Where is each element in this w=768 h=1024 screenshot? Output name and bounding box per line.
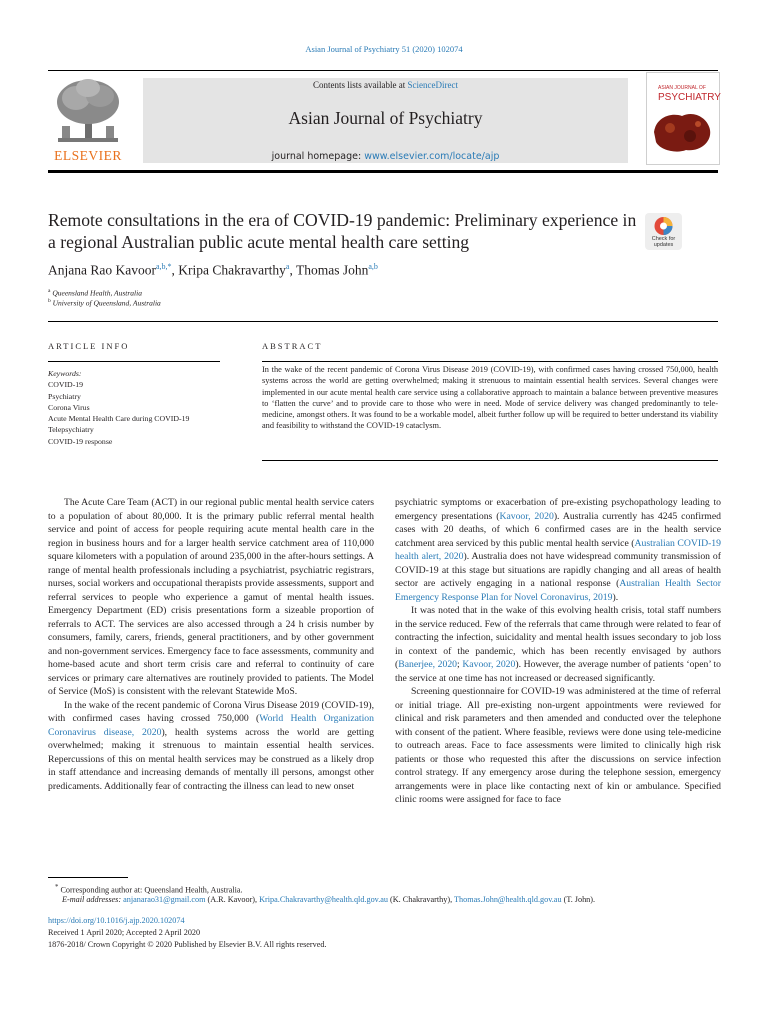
info-rule bbox=[48, 361, 220, 362]
journal-homepage bbox=[143, 151, 628, 162]
citation-link[interactable]: Kavoor, 2020 bbox=[462, 659, 516, 670]
homepage-prefix: journal homepage: bbox=[271, 151, 365, 162]
citation-link[interactable]: Banerjee, 2020 bbox=[398, 659, 458, 670]
author-affil-sup[interactable]: a,b bbox=[368, 262, 378, 271]
elsevier-tree-logo bbox=[48, 76, 128, 148]
body-column-left bbox=[48, 496, 374, 793]
cover-title-big: PSYCHIATRY bbox=[658, 92, 721, 103]
keyword: COVID-19 bbox=[48, 380, 84, 390]
abstract-rule bbox=[262, 361, 718, 362]
received-dates: Received 1 April 2020; Accepted 2 April 2020 bbox=[48, 928, 201, 937]
body-paragraph: It was noted that in the wake of this evolving health crisis, total staff numbers in the service reduced. Few of the referrals that came through were related to fear of contracting the infection, suicidality and mental health issues secondary to job loss in context of the pandemic, which has been recently envisaged by authors (Banerjee, 2020; Kavoor, 2020). However, the average number of patients ‘open’ to the service at one time has not increased or decreased significantly. bbox=[395, 605, 721, 684]
citation-link[interactable]: World Health Organization Coronavirus disease, 2020 bbox=[48, 713, 374, 738]
affiliation-text: Queensland Health, Australia bbox=[52, 288, 142, 298]
abstract-bottom-rule bbox=[262, 460, 718, 461]
cover-title-small: ASIAN JOURNAL OF bbox=[658, 85, 706, 91]
author-affil-sup[interactable]: a,b,* bbox=[155, 262, 172, 271]
author-name: Anjana Rao Kavoor bbox=[48, 262, 156, 278]
citation-link[interactable]: Australian Health Sector Emergency Response Plan for Novel Coronavirus, 2019 bbox=[395, 578, 721, 603]
keywords-block bbox=[48, 368, 238, 447]
homepage-link[interactable]: www.elsevier.com/locate/ajp bbox=[364, 151, 500, 162]
contents-prefix: Contents lists available at bbox=[313, 80, 408, 90]
contents-line bbox=[143, 80, 628, 90]
email-link[interactable]: Thomas.John@health.qld.gov.au bbox=[454, 895, 562, 904]
article-info-heading: ARTICLE INFO bbox=[48, 341, 130, 351]
footnote-rule bbox=[48, 877, 128, 878]
affiliation-text: University of Queensland, Australia bbox=[52, 298, 161, 308]
keyword: Psychiatry bbox=[48, 391, 81, 401]
citation-link[interactable]: Kavoor, 2020 bbox=[499, 510, 554, 522]
keyword: Corona Virus bbox=[48, 402, 90, 412]
body-column-right bbox=[395, 496, 721, 807]
keyword: Telepsychiatry bbox=[48, 425, 94, 435]
affiliation bbox=[48, 298, 161, 308]
keywords-label: Keywords: bbox=[48, 369, 82, 378]
elsevier-wordmark: ELSEVIER bbox=[54, 148, 122, 163]
author-list: Anjana Rao Kavoor$^{a,b,*}$, Kripa Chakravarthy$^a$, Thomas John$^{a,b}$ bbox=[48, 262, 378, 278]
citation-link[interactable]: Australian COVID-19 health alert, 2020 bbox=[395, 537, 721, 562]
header-top-rule bbox=[48, 70, 718, 71]
author-name: Thomas John bbox=[295, 262, 369, 278]
body-paragraph: psychiatric symptoms or exacerbation of pre-existing psychopathology leading to emergency presentations (Kavoor, 2020). Australia currently has 4245 confirmed cases with 20 deaths, of which 6 confirmed cases are in the health service catchment area serviced by this public mental health service (Australian COVID-19 health alert, 2020). Australia does not have widespread community transmission of COVID-19 at this stage but situations are rapidly changing and all areas of health sector are actively engaging in a national response (Australian Health Sector Emergency Response Plan for Novel Coronavirus, 2019). bbox=[395, 497, 721, 603]
email-addresses: E-mail addresses: anjanarao31@gmail.com (A.R. Kavoor), Kripa.Chakravarthy@health.qld.gov.au (K. Chakravarthy), Thomas.John@health.qld.gov.au (T. John). bbox=[62, 895, 596, 904]
email-link[interactable]: Kripa.Chakravarthy@health.qld.gov.au bbox=[259, 895, 388, 904]
affiliation bbox=[48, 288, 142, 298]
header-bottom-rule bbox=[48, 170, 718, 173]
abstract-text: In the wake of the recent pandemic of Corona Virus Disease 2019 (COVID-19), with confirmed cases having crossed 750,000, health systems across the world are getting overwhelmed; making it strenuous to maintain essential health services. Several changes were implemented in our acute mental health care service using a collaborative approach to maintain a balance between preventive measures to ‘flatten the curve’ and to provide care to those who were in need. Mode of service delivery was changed predominantly to tele-medicine, amongst others. It was found to be a workable model, albeit further follow up will be required to better understand its viability and feasibility to withstand the COVID-19 cataclysm. bbox=[262, 365, 718, 431]
copyright: 1876-2018/ Crown Copyright © 2020 Published by Elsevier B.V. All rights reserved. bbox=[48, 940, 327, 949]
email-link[interactable]: anjanarao31@gmail.com bbox=[123, 895, 206, 904]
section-rule bbox=[48, 321, 718, 322]
affiliation-marker: a bbox=[48, 288, 51, 294]
keyword: Acute Mental Health Care during COVID-19 bbox=[48, 414, 190, 424]
corresponding-note: * Corresponding author at: Queensland Health, Australia. bbox=[55, 884, 243, 895]
cover-title bbox=[658, 84, 721, 103]
article-title: Remote consultations in the era of COVID-19 pandemic: Preliminary experience in a regional Australian public acute mental health care setting bbox=[48, 210, 637, 252]
check-updates-label: Check for updates bbox=[651, 236, 676, 248]
doi-link[interactable]: https://doi.org/10.1016/j.ajp.2020.102074 bbox=[48, 916, 185, 925]
body-paragraph: Screening questionnaire for COVID-19 was administered at the time of referral or initial triage. All pre-existing non-urgent appointments were reviewed for clinical and risk parameters and then amended and conducted over the telephone with consent of the patient. Where feasible, reviews were done using tele-medicine to outreach areas. Face to face assessments were limited to clinically high risk patients or those who requested this after the discussions on service infection control strategy. If any emergency arose during the telephone session, emergency arrangements were in place like contacting next of kin or ambulance. Specified clinic rooms were assigned for face to face bbox=[395, 686, 721, 805]
sciencedirect-link[interactable]: ScienceDirect bbox=[407, 80, 458, 90]
check-updates-icon bbox=[645, 214, 682, 238]
abstract-heading: ABSTRACT bbox=[262, 341, 323, 351]
cover-image bbox=[650, 108, 714, 156]
body-paragraph: In the wake of the recent pandemic of Corona Virus Disease 2019 (COVID-19), with confirmed cases having crossed 750,000 (World Health Organization Coronavirus disease, 2020), health systems across the world are getting overwhelmed; making it strenuous to maintain essential health services. Repercussions of this on mental health services may be construed as a likely drop in staff attendance and increasing demands of mentally ill persons, amongst other predicaments. Additionally fear of contracting the illness can lead to new onset bbox=[48, 699, 374, 792]
author-name: Kripa Chakravarthy bbox=[178, 262, 286, 278]
author-affil-sup[interactable]: a bbox=[285, 262, 290, 271]
body-paragraph: The Acute Care Team (ACT) in our regional public mental health service caters to a population of about 80,000. It is the primary public referral mental health service and point of access for people requiring acute mental health care in the region in business hours and for a larger health service catchment area of 110,000 square kilometers with a population of around 235,000 in the after-hours settings. A range of mental health professionals including a psychiatrist, psychiatric registrars, nurses, social workers and occupational therapists provide assessments, support and referral services to people who experience a gamut of mental health issues. Emergency Department (ED) crisis presentations form a sizeable proportion of referrals to ACT. The services are also accessed through a 24 h crisis number by consumers, family, carers, friends, general practitioners, and by other government and non-government services. Emergency face to face assessments, community and home-based acute and short term crisis care and referral to continuity of care services or primary care alternatives are routinely provided to patients. The Model of Service (MoS) is consistent with the relevant Statewide MoS. bbox=[48, 497, 374, 697]
keyword: COVID-19 response bbox=[48, 436, 113, 446]
journal-citation[interactable]: Asian Journal of Psychiatry 51 (2020) 102074 bbox=[305, 44, 463, 54]
journal-title: Asian Journal of Psychiatry bbox=[288, 108, 483, 128]
affiliation-marker: b bbox=[48, 298, 51, 304]
